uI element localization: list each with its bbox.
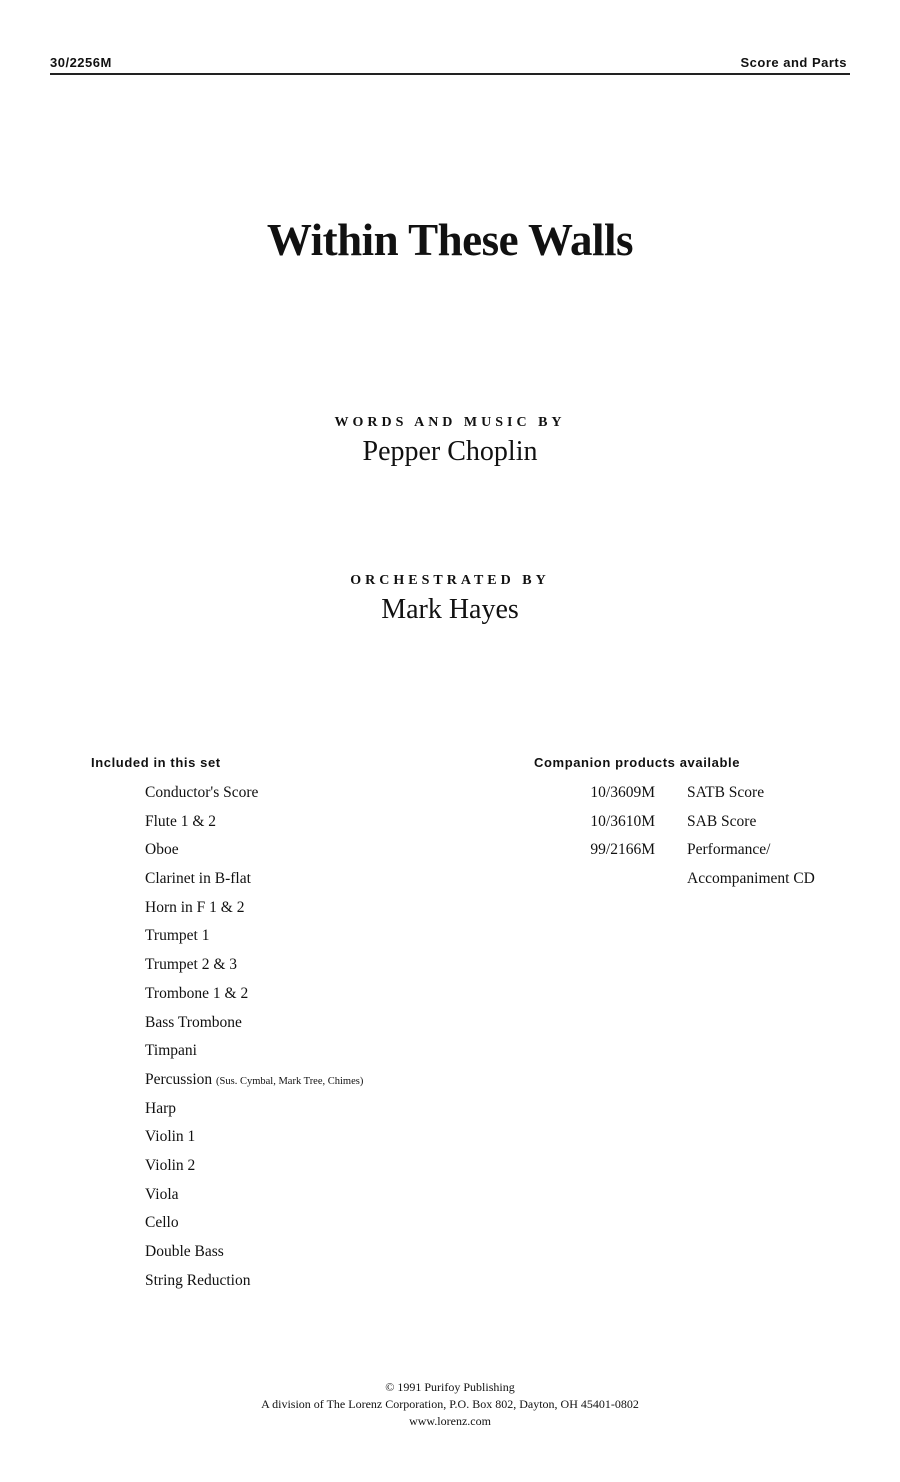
included-heading: Included in this set bbox=[91, 755, 221, 770]
list-item: Double Bass bbox=[145, 1243, 224, 1260]
companion-heading: Companion products available bbox=[534, 755, 741, 770]
words-music-label: WORDS AND MUSIC BY bbox=[334, 415, 566, 430]
list-item: Trumpet 2 & 3 bbox=[145, 956, 238, 974]
included-parts-list bbox=[145, 779, 363, 1295]
list-item: Violin 1 bbox=[145, 1128, 196, 1146]
list-item: Trombone 1 & 2 bbox=[145, 984, 249, 1002]
page-title: Within These Walls bbox=[266, 215, 634, 265]
list-item: Viola bbox=[145, 1185, 179, 1203]
list-item: Horn in F 1 & 2 bbox=[145, 898, 245, 916]
publisher-website: www.lorenz.com bbox=[409, 1414, 491, 1428]
list-item bbox=[145, 1066, 363, 1095]
list-item: Bass Trombone bbox=[145, 1013, 242, 1031]
companion-codes-list bbox=[530, 779, 655, 865]
companion-titles-list bbox=[687, 779, 815, 894]
list-item: Timpani bbox=[145, 1042, 197, 1060]
publisher-footer bbox=[0, 1379, 900, 1430]
list-item: Oboe bbox=[145, 841, 179, 859]
percussion-note: (Sus. Cymbal, Mark Tree, Chimes) bbox=[216, 1075, 364, 1087]
list-item: Harp bbox=[145, 1099, 176, 1117]
product-code: 10/3609M bbox=[590, 784, 655, 801]
list-item: String Reduction bbox=[145, 1271, 251, 1289]
product-title: SATB Score bbox=[687, 784, 765, 801]
edition-label: Score and Parts bbox=[740, 55, 847, 70]
catalog-number: 30/2256M bbox=[50, 55, 112, 70]
list-item: Flute 1 & 2 bbox=[145, 812, 217, 830]
product-code: 10/3610M bbox=[590, 812, 655, 830]
list-item: Trumpet 1 bbox=[145, 927, 210, 945]
product-title: SAB Score bbox=[687, 812, 757, 830]
header-divider bbox=[50, 73, 850, 75]
copyright-line: © 1991 Purifoy Publishing bbox=[385, 1380, 515, 1394]
product-title: Accompaniment CD bbox=[687, 870, 815, 888]
list-item: Violin 2 bbox=[145, 1156, 196, 1174]
product-code: 99/2166M bbox=[590, 841, 655, 859]
list-item: Cello bbox=[145, 1214, 179, 1232]
percussion-label: Percussion bbox=[145, 1070, 213, 1088]
orchestrator-name: Mark Hayes bbox=[381, 594, 519, 625]
orchestrated-label: ORCHESTRATED BY bbox=[350, 573, 550, 588]
composer-name: Pepper Choplin bbox=[362, 436, 538, 467]
publisher-address: A division of The Lorenz Corporation, P.O. Box 802, Dayton, OH 45401-0802 bbox=[261, 1397, 639, 1411]
list-item: Clarinet in B-flat bbox=[145, 870, 251, 888]
list-item: Conductor's Score bbox=[145, 784, 259, 801]
product-title: Performance/ bbox=[687, 841, 771, 859]
